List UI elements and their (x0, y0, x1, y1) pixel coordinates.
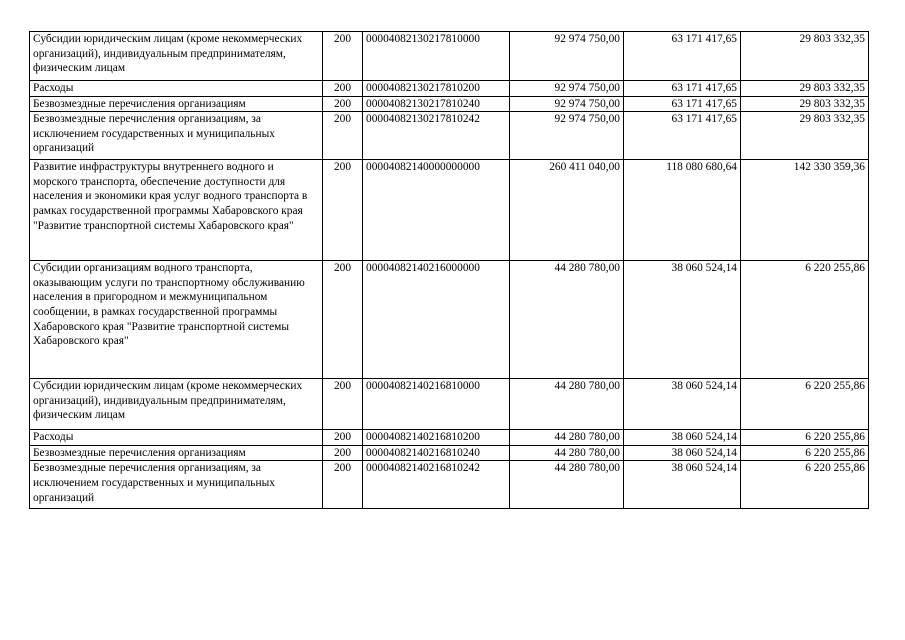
table-row (30, 112, 869, 160)
table-row (30, 430, 869, 446)
row-unexecuted-cell: 29 803 332,35 (741, 112, 869, 160)
row-executed-cell: 38 060 524,14 (624, 461, 741, 509)
row-name-cell: Безвозмездные перечисления организациям, за исключением государственных и муниципальных организаций (30, 112, 323, 160)
row-code-cell: 200 (323, 379, 363, 430)
table-row (30, 81, 869, 97)
row-unexecuted-cell: 6 220 255,86 (741, 430, 869, 446)
row-unexecuted-cell: 6 220 255,86 (741, 461, 869, 509)
table-row (30, 32, 869, 81)
row-executed-cell: 118 080 680,64 (624, 160, 741, 261)
row-executed-cell: 38 060 524,14 (624, 261, 741, 379)
row-unexecuted-cell: 29 803 332,35 (741, 81, 869, 97)
row-code-cell: 200 (323, 160, 363, 261)
budget-execution-table (29, 31, 869, 509)
row-approved-cell: 44 280 780,00 (510, 445, 624, 461)
row-csr-cell: 00004082140216000000 (363, 261, 510, 379)
row-name-cell: Безвозмездные перечисления организациям (30, 445, 323, 461)
row-code-cell: 200 (323, 81, 363, 97)
row-csr-cell: 00004082140216810000 (363, 379, 510, 430)
row-approved-cell: 44 280 780,00 (510, 261, 624, 379)
table-row (30, 445, 869, 461)
row-name-cell: Расходы (30, 430, 323, 446)
table-row (30, 160, 869, 261)
table-row (30, 461, 869, 509)
row-executed-cell: 38 060 524,14 (624, 445, 741, 461)
table-row (30, 96, 869, 112)
row-approved-cell: 44 280 780,00 (510, 461, 624, 509)
table-row (30, 379, 869, 430)
row-csr-cell: 00004082130217810242 (363, 112, 510, 160)
row-name-cell: Субсидии юридическим лицам (кроме некоммерческих организаций), индивидуальным предпринимателям, физическим лицам (30, 32, 323, 81)
row-name-cell: Субсидии юридическим лицам (кроме некоммерческих организаций), индивидуальным предпринимателям, физическим лицам (30, 379, 323, 430)
row-code-cell: 200 (323, 430, 363, 446)
row-executed-cell: 38 060 524,14 (624, 379, 741, 430)
row-approved-cell: 92 974 750,00 (510, 32, 624, 81)
row-unexecuted-cell: 6 220 255,86 (741, 261, 869, 379)
row-name-cell: Безвозмездные перечисления организациям (30, 96, 323, 112)
row-code-cell: 200 (323, 32, 363, 81)
row-unexecuted-cell: 142 330 359,36 (741, 160, 869, 261)
row-csr-cell: 00004082140216810242 (363, 461, 510, 509)
row-approved-cell: 260 411 040,00 (510, 160, 624, 261)
row-unexecuted-cell: 6 220 255,86 (741, 379, 869, 430)
row-unexecuted-cell: 6 220 255,86 (741, 445, 869, 461)
row-csr-cell: 00004082130217810200 (363, 81, 510, 97)
row-code-cell: 200 (323, 96, 363, 112)
row-unexecuted-cell: 29 803 332,35 (741, 32, 869, 81)
row-name-cell: Безвозмездные перечисления организациям, за исключением государственных и муниципальных организаций (30, 461, 323, 509)
row-csr-cell: 00004082140000000000 (363, 160, 510, 261)
row-executed-cell: 63 171 417,65 (624, 112, 741, 160)
row-csr-cell: 00004082130217810000 (363, 32, 510, 81)
row-code-cell: 200 (323, 112, 363, 160)
row-code-cell: 200 (323, 445, 363, 461)
row-unexecuted-cell: 29 803 332,35 (741, 96, 869, 112)
row-approved-cell: 44 280 780,00 (510, 430, 624, 446)
row-csr-cell: 00004082130217810240 (363, 96, 510, 112)
row-executed-cell: 63 171 417,65 (624, 96, 741, 112)
row-code-cell: 200 (323, 461, 363, 509)
row-csr-cell: 00004082140216810240 (363, 445, 510, 461)
row-executed-cell: 38 060 524,14 (624, 430, 741, 446)
row-approved-cell: 92 974 750,00 (510, 81, 624, 97)
row-executed-cell: 63 171 417,65 (624, 32, 741, 81)
row-code-cell: 200 (323, 261, 363, 379)
row-name-cell: Расходы (30, 81, 323, 97)
row-approved-cell: 92 974 750,00 (510, 96, 624, 112)
row-executed-cell: 63 171 417,65 (624, 81, 741, 97)
row-approved-cell: 44 280 780,00 (510, 379, 624, 430)
row-name-cell: Субсидии организациям водного транспорта, оказывающим услуги по транспортному обслуживанию населения в пригородном и межмуниципальном сообщении, в рамках государственной программы Хабаровского края "Развитие транспортной системы Хабаровского края" (30, 261, 323, 379)
table-row (30, 261, 869, 379)
row-name-cell: Развитие инфраструктуры внутреннего водного и морского транспорта, обеспечение доступности для населения и экономики края услуг водного транспорта в рамках государственной программы Хабаровского края "Развитие транспортной системы Хабаровского края" (30, 160, 323, 261)
row-approved-cell: 92 974 750,00 (510, 112, 624, 160)
row-csr-cell: 00004082140216810200 (363, 430, 510, 446)
